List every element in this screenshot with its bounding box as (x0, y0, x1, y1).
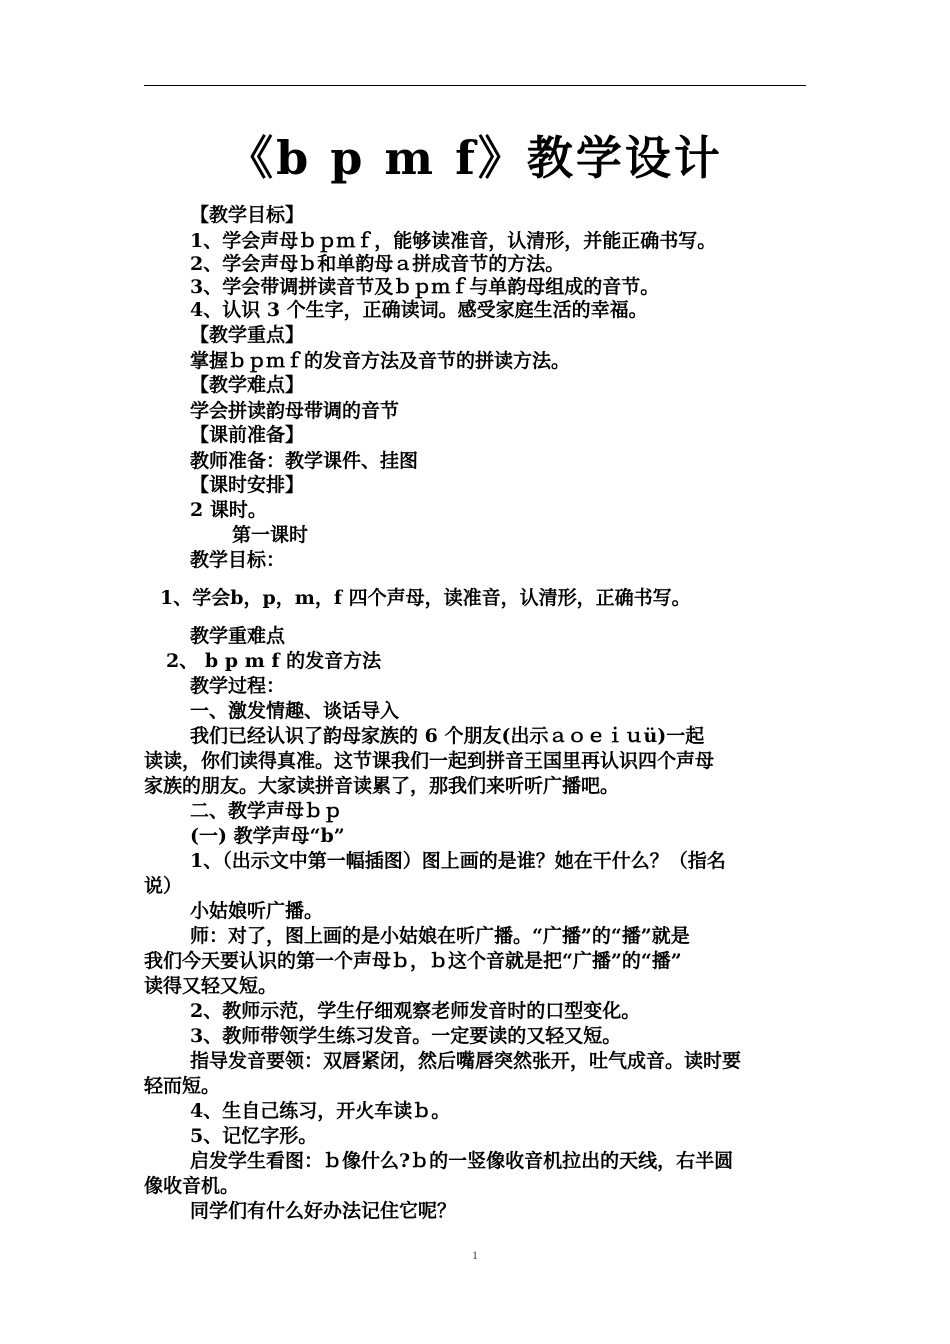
key-points-text: 掌握ｂｐｍｆ的发音方法及音节的拼读方法。 (190, 350, 571, 372)
paragraph-line: 启发学生看图：ｂ像什么?ｂ的一竖像收音机拉出的天线，右半圆 (190, 1150, 734, 1172)
process-label: 教学过程： (190, 675, 286, 697)
paragraph-line: 像收音机。 (144, 1175, 240, 1197)
preparation-text: 教师准备：教学课件、挂图 (190, 450, 419, 472)
paragraph-line: 5、记忆字形。 (190, 1125, 318, 1147)
lesson-key-difficulty-item: 2、 b p m f 的发音方法 (166, 650, 382, 672)
paragraph-line: 师：对了，图上画的是小姑娘在听广播。“广播”的“播”就是 (190, 925, 690, 947)
paragraph-line: 我们已经认识了韵母家族的 6 个朋友(出示ａｏｅｉｕü)一起 (190, 725, 705, 747)
paragraph-line: 小姑娘听广播。 (190, 900, 324, 922)
heading-objectives: 【教学目标】 (190, 204, 305, 226)
heading-key-points: 【教学重点】 (190, 324, 305, 346)
lesson-objective-1: 1、学会b，p，m，f 四个声母，读准音，认清形，正确书写。 (160, 587, 691, 609)
heading-preparation: 【课前准备】 (190, 424, 305, 446)
page-number: 1 (472, 1248, 478, 1262)
lesson-heading: 第一课时 (232, 524, 309, 546)
objective-4: 4、认识 3 个生字，正确读词。感受家庭生活的幸福。 (190, 299, 648, 321)
schedule-text: 2 课时。 (190, 499, 267, 521)
paragraph-line: 说） (144, 875, 183, 897)
paragraph-line: 读读，你们读得真准。这节课我们一起到拼音王国里再认识四个声母 (144, 750, 715, 772)
section-two-heading: 二、教学声母ｂｐ (190, 800, 343, 822)
heading-schedule: 【课时安排】 (190, 474, 305, 496)
paragraph-line: 4、生自己练习，开火车读ｂ。 (190, 1100, 451, 1122)
document-title: 《b p m f》教学设计 (227, 131, 723, 185)
heading-difficulties: 【教学难点】 (190, 374, 305, 396)
paragraph-line: 3、教师带领学生练习发音。一定要读的又轻又短。 (190, 1025, 622, 1047)
paragraph-line: 读得又轻又短。 (144, 975, 278, 997)
objective-3: 3、学会带调拼读音节及ｂｐｍｆ与单韵母组成的音节。 (190, 276, 660, 298)
lesson-key-difficulties-label: 教学重难点 (190, 625, 286, 647)
header-rule (144, 85, 806, 86)
section-one-heading: 一、激发情趣、谈话导入 (190, 700, 400, 722)
lesson-objectives-label: 教学目标： (190, 549, 286, 571)
paragraph-line: 轻而短。 (144, 1075, 221, 1097)
paragraph-line: 同学们有什么好办法记住它呢？ (190, 1200, 457, 1222)
paragraph-line: 指导发音要领：双唇紧闭，然后嘴唇突然张开，吐气成音。读时要 (190, 1050, 742, 1072)
paragraph-line: 2、教师示范，学生仔细观察老师发音时的口型变化。 (190, 1000, 641, 1022)
subsection-heading: (一) 教学声母“b” (190, 825, 345, 847)
objective-2: 2、学会声母ｂ和单韵母ａ拼成音节的方法。 (190, 253, 565, 275)
paragraph-line: 1、（出示文中第一幅插图）图上画的是谁？她在干什么？（指名 (190, 850, 726, 872)
difficulties-text: 学会拼读韵母带调的音节 (190, 400, 400, 422)
paragraph-line: 家族的朋友。大家读拼音读累了，那我们来听听广播吧。 (144, 775, 620, 797)
objective-1: 1、学会声母ｂｐｍｆ，能够读准音，认清形，并能正确书写。 (190, 230, 717, 252)
paragraph-line: 我们今天要认识的第一个声母ｂ，ｂ这个音就是把“广播”的“播” (144, 950, 682, 972)
